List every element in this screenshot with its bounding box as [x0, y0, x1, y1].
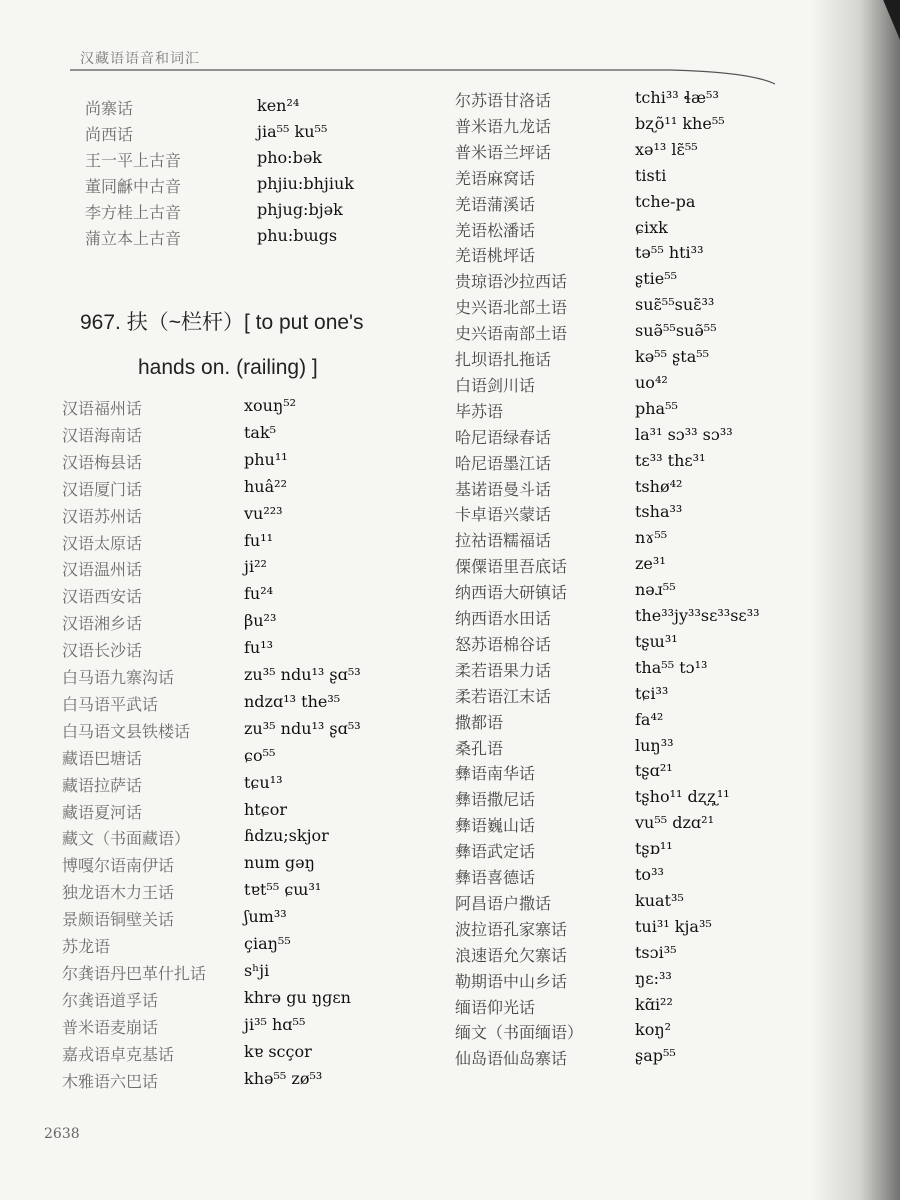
- language-name: 博嘎尔语南伊话: [62, 856, 175, 876]
- language-name: 纳西语大研镇话: [455, 583, 568, 603]
- phonetic-form: the³³jy³³sɛ³³sɛ³³: [635, 606, 760, 625]
- language-name: 景颇语铜壁关话: [62, 910, 175, 930]
- phonetic-form: tsha³³: [635, 502, 683, 522]
- language-name: 史兴语南部土语: [455, 324, 568, 344]
- phonetic-form: fa⁴²: [635, 709, 664, 729]
- phonetic-form: khrə gu ŋɡɛn: [244, 987, 351, 1007]
- language-name: 浪速语允欠寨话: [455, 945, 568, 965]
- entry-row: [455, 710, 795, 736]
- language-name: 普米语兰坪话: [455, 142, 552, 162]
- entry-row: [85, 148, 445, 174]
- entry-row: [455, 969, 795, 995]
- phonetic-form: pho:bək: [257, 148, 322, 167]
- language-name: 白马语平武话: [62, 694, 159, 714]
- entry-row: [455, 580, 795, 606]
- entry-row: [455, 1046, 795, 1072]
- entry-row: [62, 907, 452, 934]
- language-name: 尔龚语道孚话: [62, 990, 159, 1010]
- entry-row: [455, 761, 795, 787]
- phonetic-form: phjiu:bhjiuk: [257, 174, 354, 193]
- entry-row: [62, 746, 452, 773]
- phonetic-form: ɕixk: [635, 217, 668, 237]
- entry-row: [455, 736, 795, 762]
- entry-row: [62, 934, 452, 961]
- language-name: 贵琼语沙拉西话: [455, 272, 568, 292]
- phonetic-form: ʂap⁵⁵: [635, 1046, 676, 1066]
- phonetic-form: fu¹¹: [244, 530, 274, 550]
- entry-row: [455, 295, 795, 321]
- page-number: 2638: [44, 1126, 80, 1142]
- entry-heading-line1: 967. 扶（~栏杆）[ to put one's: [80, 311, 364, 334]
- phonetic-form: phjug:bjək: [257, 200, 343, 219]
- language-name: 李方桂上古音: [85, 203, 182, 222]
- entry-row: [62, 719, 452, 746]
- language-name: 嘉戎语卓克基话: [62, 1044, 175, 1064]
- language-name: 羌语麻窝话: [455, 168, 536, 188]
- language-name: 汉语长沙话: [62, 641, 143, 661]
- phonetic-form: phu¹¹: [244, 449, 288, 469]
- phonetic-form: ze³¹: [635, 554, 666, 574]
- phonetic-form: luŋ³³: [635, 735, 674, 755]
- phonetic-form: tshø⁴²: [635, 476, 683, 496]
- entry-row: [62, 638, 452, 665]
- phonetic-form: tisti: [635, 165, 667, 185]
- language-name: 史兴语北部土语: [455, 298, 568, 318]
- phonetic-form: fu²⁴: [244, 584, 274, 604]
- phonetic-form: ʂtie⁵⁵: [635, 269, 678, 289]
- language-name: 基诺语曼斗话: [455, 479, 552, 499]
- entry-row: [62, 396, 452, 423]
- phonetic-form: ji²²: [244, 557, 267, 577]
- language-name: 汉语苏州话: [62, 506, 143, 526]
- entry-row: [455, 787, 795, 813]
- entry-row: [62, 504, 452, 531]
- entry-row: [62, 961, 452, 988]
- phonetic-form: khə⁵⁵ zø⁵³: [244, 1068, 323, 1088]
- language-name: 扎坝语扎拖话: [455, 350, 552, 369]
- phonetic-form: ʃum³³: [244, 907, 287, 927]
- entry-row: [62, 423, 452, 450]
- entry-row: [62, 1042, 452, 1069]
- entry-row: [62, 584, 452, 611]
- entry-row: [455, 477, 795, 503]
- entry-row: [455, 943, 795, 969]
- entry-row: [455, 995, 795, 1021]
- phonetic-form: num gəŋ: [244, 853, 315, 873]
- left-bottom-list: [62, 396, 452, 1096]
- language-name: 哈尼语墨江话: [455, 453, 552, 473]
- language-name: 汉语西安话: [62, 587, 143, 607]
- entry-row: [455, 528, 795, 554]
- right-list: [455, 88, 795, 1098]
- entry-row: [62, 611, 452, 638]
- phonetic-form: tə⁵⁵ hti³³: [635, 243, 704, 263]
- phonetic-form: ji³⁵ hɑ⁵⁵: [244, 1014, 306, 1034]
- entry-row: [455, 865, 795, 891]
- entry-row: [455, 684, 795, 710]
- phonetic-form: ɕo⁵⁵: [244, 745, 276, 765]
- phonetic-form: tchi³³ ɬæ⁵³: [635, 88, 719, 107]
- language-name: 羌语松潘话: [455, 220, 536, 240]
- phonetic-form: suə̃⁵⁵suə̃⁵⁵: [635, 321, 717, 341]
- phonetic-form: suɛ̃⁵⁵suɛ̃³³: [635, 295, 715, 315]
- phonetic-form: uo⁴²: [635, 372, 668, 392]
- phonetic-form: tʂho¹¹ dʐʐ̩¹¹: [635, 787, 730, 807]
- language-name: 羌语桃坪话: [455, 246, 536, 266]
- entry-row: [85, 226, 445, 252]
- entry-row: [455, 269, 795, 295]
- language-name: 桑孔语: [455, 738, 504, 758]
- phonetic-form: huâ²²: [244, 476, 287, 496]
- language-name: 仙岛语仙岛寨话: [455, 1049, 568, 1069]
- language-name: 藏语巴塘话: [62, 748, 143, 768]
- entry-row: [455, 425, 795, 451]
- language-name: 白马语文县铁楼话: [62, 721, 191, 741]
- entry-row: [455, 502, 795, 528]
- entry-row: [62, 826, 452, 853]
- entry-row: [85, 174, 445, 200]
- entry-row: [62, 665, 452, 692]
- entry-row: [85, 122, 445, 148]
- running-header-title: 汉藏语语音和词汇: [80, 51, 200, 67]
- phonetic-form: çiaŋ⁵⁵: [244, 934, 291, 953]
- language-name: 尔龚语丹巴革什扎话: [62, 963, 207, 983]
- language-name: 王一平上古音: [85, 151, 182, 170]
- language-name: 阿昌语户撒话: [455, 893, 552, 913]
- entry-row: [455, 839, 795, 865]
- phonetic-form: tʂɑ²¹: [635, 761, 673, 781]
- phonetic-form: tɐt⁵⁵ ɕɯ³¹: [244, 880, 322, 900]
- left-top-list: [85, 96, 445, 256]
- phonetic-form: ŋɛ:³³: [635, 968, 672, 988]
- entry-row: [455, 891, 795, 917]
- phonetic-form: jia⁵⁵ ku⁵⁵: [257, 122, 328, 141]
- language-name: 汉语湘乡话: [62, 614, 143, 634]
- language-name: 彝语南华话: [455, 764, 536, 784]
- phonetic-form: tʂɒ¹¹: [635, 839, 673, 859]
- entry-row: [455, 347, 795, 373]
- entry-row: [455, 632, 795, 658]
- language-name: 汉语厦门话: [62, 479, 143, 499]
- language-name: 彝语武定话: [455, 842, 536, 862]
- entry-row: [62, 853, 452, 880]
- entry-row: [455, 1020, 795, 1046]
- entry-row: [455, 114, 795, 140]
- phonetic-form: to³³: [635, 865, 664, 884]
- entry-row: [455, 554, 795, 580]
- language-name: 尚西话: [85, 125, 134, 144]
- entry-row: [455, 140, 795, 166]
- phonetic-form: pha⁵⁵: [635, 398, 678, 418]
- language-name: 缅文（书面缅语）: [455, 1023, 584, 1043]
- language-name: 彝语撒尼话: [455, 790, 536, 810]
- entry-row: [62, 1069, 452, 1096]
- entry-row: [62, 800, 452, 827]
- language-name: 哈尼语绿春话: [455, 427, 552, 447]
- page-edge-shadow: [810, 0, 900, 1200]
- phonetic-form: tɛ³³ thɛ³¹: [635, 450, 706, 470]
- phonetic-form: fu¹³: [244, 638, 274, 658]
- language-name: 白马语九寨沟话: [62, 668, 175, 687]
- language-name: 波拉语孔家寨话: [455, 919, 568, 939]
- language-name: 普米语麦崩话: [62, 1017, 159, 1037]
- phonetic-form: tɕu¹³: [244, 772, 283, 792]
- phonetic-form: xouŋ⁵²: [244, 396, 297, 415]
- phonetic-form: tche-pa: [635, 191, 696, 211]
- phonetic-form: tak⁵: [244, 422, 277, 442]
- language-name: 毕苏语: [455, 401, 504, 421]
- entry-row: [62, 773, 452, 800]
- language-name: 藏语拉萨话: [62, 775, 143, 795]
- entry-row: [455, 218, 795, 244]
- language-name: 尔苏语甘洛话: [455, 91, 552, 110]
- entry-row: [455, 321, 795, 347]
- language-name: 汉语梅县话: [62, 452, 143, 472]
- phonetic-form: zu³⁵ ndu¹³ ʂɑ⁵³: [244, 718, 361, 738]
- phonetic-form: htɕor: [244, 799, 287, 819]
- language-name: 拉祜语糯福话: [455, 531, 552, 551]
- entry-row: [455, 192, 795, 218]
- entry-row: [62, 880, 452, 907]
- language-name: 苏龙语: [62, 937, 111, 956]
- entry-row: [455, 606, 795, 632]
- phonetic-form: bʐõ¹¹ khe⁵⁵: [635, 113, 725, 133]
- phonetic-form: ken²⁴: [257, 96, 300, 115]
- language-name: 柔若语江末话: [455, 686, 552, 706]
- phonetic-form: βu²³: [244, 611, 277, 631]
- entry-row: [85, 200, 445, 226]
- language-name: 卡卓语兴蒙话: [455, 505, 552, 525]
- phonetic-form: vu²²³: [244, 503, 283, 523]
- entry-row: [62, 531, 452, 558]
- language-name: 汉语太原话: [62, 533, 143, 553]
- entry-row: [455, 88, 795, 114]
- language-name: 藏语夏河话: [62, 802, 143, 822]
- phonetic-form: zu³⁵ ndu¹³ ʂɑ⁵³: [244, 665, 361, 684]
- phonetic-form: kɐ scçor: [244, 1041, 312, 1061]
- phonetic-form: tɕi³³: [635, 683, 669, 703]
- entry-row: [62, 1015, 452, 1042]
- language-name: 彝语巍山话: [455, 816, 536, 836]
- phonetic-form: tʂɯ³¹: [635, 631, 678, 651]
- entry-row: [455, 399, 795, 425]
- phonetic-form: nəɹ⁵⁵: [635, 580, 676, 600]
- entry-row: [455, 166, 795, 192]
- phonetic-form: ndzɑ¹³ the³⁵: [244, 691, 341, 711]
- language-name: 藏文（书面藏语）: [62, 829, 191, 849]
- phonetic-form: ɦdzu;skjor: [244, 826, 329, 846]
- entry-row: [455, 451, 795, 477]
- language-name: 汉语海南话: [62, 425, 143, 445]
- entry-row: [455, 658, 795, 684]
- language-name: 白语剑川话: [455, 375, 536, 395]
- phonetic-form: tsɔi³⁵: [635, 942, 677, 962]
- language-name: 汉语福州话: [62, 399, 143, 418]
- phonetic-form: tha⁵⁵ tɔ¹³: [635, 657, 708, 677]
- phonetic-form: koŋ²: [635, 1020, 672, 1040]
- language-name: 傈僳语里吾底话: [455, 557, 568, 577]
- phonetic-form: phu:bɯgs: [257, 226, 338, 245]
- entry-row: [62, 557, 452, 584]
- entry-row: [62, 450, 452, 477]
- language-name: 普米语九龙话: [455, 116, 552, 136]
- phonetic-form: la³¹ sɔ³³ sɔ³³: [635, 424, 733, 444]
- language-name: 怒苏语棉谷话: [455, 634, 552, 654]
- language-name: 撒都语: [455, 712, 504, 732]
- language-name: 纳西语水田话: [455, 609, 552, 628]
- phonetic-form: tui³¹ kja³⁵: [635, 916, 712, 936]
- language-name: 汉语温州话: [62, 560, 143, 580]
- entry-row: [62, 988, 452, 1015]
- phonetic-form: sʰji: [244, 960, 270, 980]
- language-name: 董同龢中古音: [85, 177, 182, 196]
- entry-row: [85, 96, 445, 122]
- phonetic-form: kuat³⁵: [635, 890, 684, 910]
- phonetic-form: kə⁵⁵ ʂta⁵⁵: [635, 347, 710, 366]
- language-name: 尚寨话: [85, 99, 134, 118]
- entry-row: [62, 477, 452, 504]
- language-name: 缅语仰光话: [455, 997, 536, 1017]
- language-name: 勒期语中山乡话: [455, 971, 568, 991]
- entry-heading-line2: hands on. (railing) ]: [138, 356, 318, 379]
- entry-row: [455, 373, 795, 399]
- language-name: 蒲立本上古音: [85, 229, 182, 248]
- entry-row: [455, 917, 795, 943]
- language-name: 彝语喜德话: [455, 868, 536, 887]
- language-name: 独龙语木力王话: [62, 883, 175, 903]
- phonetic-form: kɑ̃i²²: [635, 994, 673, 1014]
- entry-row: [455, 813, 795, 839]
- language-name: 木雅语六巴话: [62, 1071, 159, 1091]
- entry-row: [62, 692, 452, 719]
- phonetic-form: nɤ⁵⁵: [635, 528, 668, 548]
- entry-row: [455, 243, 795, 269]
- language-name: 羌语蒲溪话: [455, 194, 536, 214]
- phonetic-form: vu⁵⁵ dzɑ²¹: [635, 813, 714, 833]
- language-name: 柔若语果力话: [455, 660, 552, 680]
- phonetic-form: xə¹³ lɛ̃⁵⁵: [635, 139, 698, 159]
